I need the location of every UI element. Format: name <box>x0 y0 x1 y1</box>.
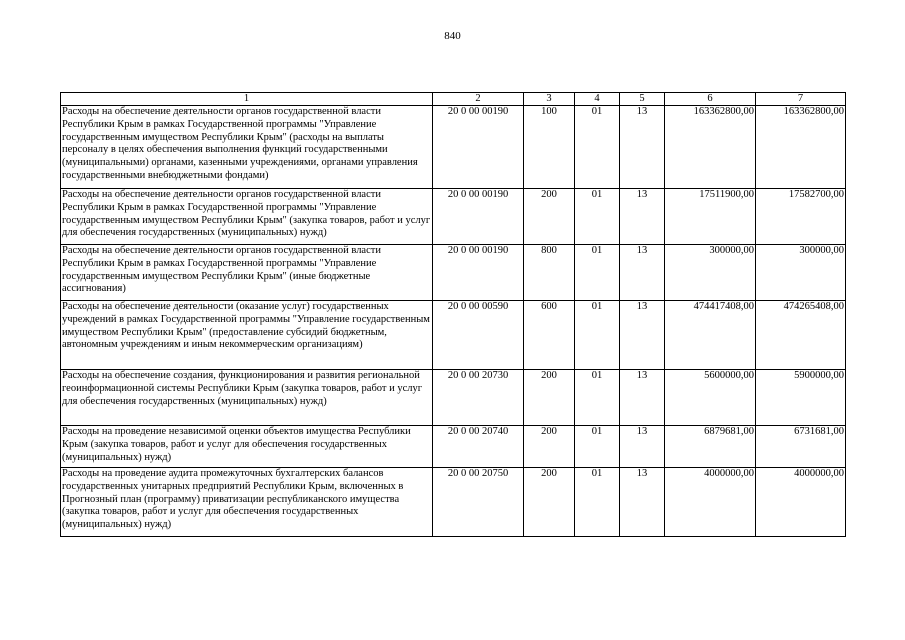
header-cell-2: 2 <box>433 93 524 106</box>
row-amount-6: 300000,00 <box>665 245 756 301</box>
row-amount-7: 17582700,00 <box>756 189 846 245</box>
row-amount-7: 163362800,00 <box>756 106 846 189</box>
budget-table <box>60 92 846 537</box>
row-subsection: 13 <box>620 468 665 537</box>
table-row <box>61 301 846 370</box>
row-expense-type: 600 <box>524 301 575 370</box>
row-target-code: 20 0 00 20730 <box>433 370 524 426</box>
row-subsection: 13 <box>620 301 665 370</box>
row-amount-7: 474265408,00 <box>756 301 846 370</box>
table-row <box>61 468 846 537</box>
header-cell-4: 4 <box>575 93 620 106</box>
row-amount-6: 4000000,00 <box>665 468 756 537</box>
row-target-code: 20 0 00 00190 <box>433 189 524 245</box>
row-section: 01 <box>575 370 620 426</box>
row-amount-6: 5600000,00 <box>665 370 756 426</box>
row-expense-type: 200 <box>524 370 575 426</box>
row-subsection: 13 <box>620 189 665 245</box>
row-amount-7: 300000,00 <box>756 245 846 301</box>
header-cell-1: 1 <box>61 93 433 106</box>
row-amount-6: 474417408,00 <box>665 301 756 370</box>
row-description: Расходы на обеспечение деятельности органов государственной власти Республики Крым в рамках Государственной программы "Управление государственным имуществом Республики Крым" (расходы на выплаты персоналу в целях обеспечения выполнения функций государственными (муниципальными) органами, казенными учреждениями, органами управления государственными внебюджетными фондами) <box>61 106 433 189</box>
header-cell-6: 6 <box>665 93 756 106</box>
row-expense-type: 200 <box>524 426 575 468</box>
header-cell-3: 3 <box>524 93 575 106</box>
row-subsection: 13 <box>620 245 665 301</box>
row-subsection: 13 <box>620 370 665 426</box>
table-row <box>61 426 846 468</box>
header-cell-7: 7 <box>756 93 846 106</box>
row-subsection: 13 <box>620 106 665 189</box>
table-row <box>61 189 846 245</box>
row-amount-6: 163362800,00 <box>665 106 756 189</box>
table-row <box>61 106 846 189</box>
header-row <box>61 93 846 106</box>
row-target-code: 20 0 00 00590 <box>433 301 524 370</box>
row-description: Расходы на проведение аудита промежуточных бухгалтерских балансов государственных унитарных предприятий Республики Крым, включенных в Прогнозный план (программу) приватизации республиканского имущества (закупка товаров, работ и услуг для обеспечения государственных (муниципальных) нужд) <box>61 468 433 537</box>
row-section: 01 <box>575 245 620 301</box>
row-section: 01 <box>575 301 620 370</box>
row-description: Расходы на обеспечение деятельности (оказание услуг) государственных учреждений в рамках Государственной программы "Управление государственным имуществом Республики Крым" (предоставление субсидий бюджетным, автономным учреждениям и иным некоммерческим организациям) <box>61 301 433 370</box>
row-description: Расходы на обеспечение деятельности органов государственной власти Республики Крым в рамках Государственной программы "Управление государственным имуществом Республики Крым" (закупка товаров, работ и услуг для обеспечения государственных (муниципальных) нужд) <box>61 189 433 245</box>
row-section: 01 <box>575 106 620 189</box>
table-row <box>61 370 846 426</box>
row-expense-type: 100 <box>524 106 575 189</box>
page-number: 840 <box>444 30 461 42</box>
table-row <box>61 245 846 301</box>
row-amount-7: 5900000,00 <box>756 370 846 426</box>
row-amount-7: 4000000,00 <box>756 468 846 537</box>
row-target-code: 20 0 00 00190 <box>433 245 524 301</box>
row-description: Расходы на проведение независимой оценки объектов имущества Республики Крым (закупка товаров, работ и услуг для обеспечения государственных (муниципальных) нужд) <box>61 426 433 468</box>
row-expense-type: 800 <box>524 245 575 301</box>
row-section: 01 <box>575 426 620 468</box>
row-section: 01 <box>575 468 620 537</box>
row-description: Расходы на обеспечение деятельности органов государственной власти Республики Крым в рамках Государственной программы "Управление государственным имуществом Республики Крым" (иные бюджетные ассигнования) <box>61 245 433 301</box>
row-subsection: 13 <box>620 426 665 468</box>
row-amount-6: 6879681,00 <box>665 426 756 468</box>
row-expense-type: 200 <box>524 468 575 537</box>
row-description: Расходы на обеспечение создания, функционирования и развития региональной геоинформационной системы Республики Крым (закупка товаров, работ и услуг для обеспечения государственных (муниципальных) нужд) <box>61 370 433 426</box>
row-target-code: 20 0 00 20750 <box>433 468 524 537</box>
row-expense-type: 200 <box>524 189 575 245</box>
row-section: 01 <box>575 189 620 245</box>
row-amount-7: 6731681,00 <box>756 426 846 468</box>
row-amount-6: 17511900,00 <box>665 189 756 245</box>
row-target-code: 20 0 00 00190 <box>433 106 524 189</box>
header-cell-5: 5 <box>620 93 665 106</box>
row-target-code: 20 0 00 20740 <box>433 426 524 468</box>
